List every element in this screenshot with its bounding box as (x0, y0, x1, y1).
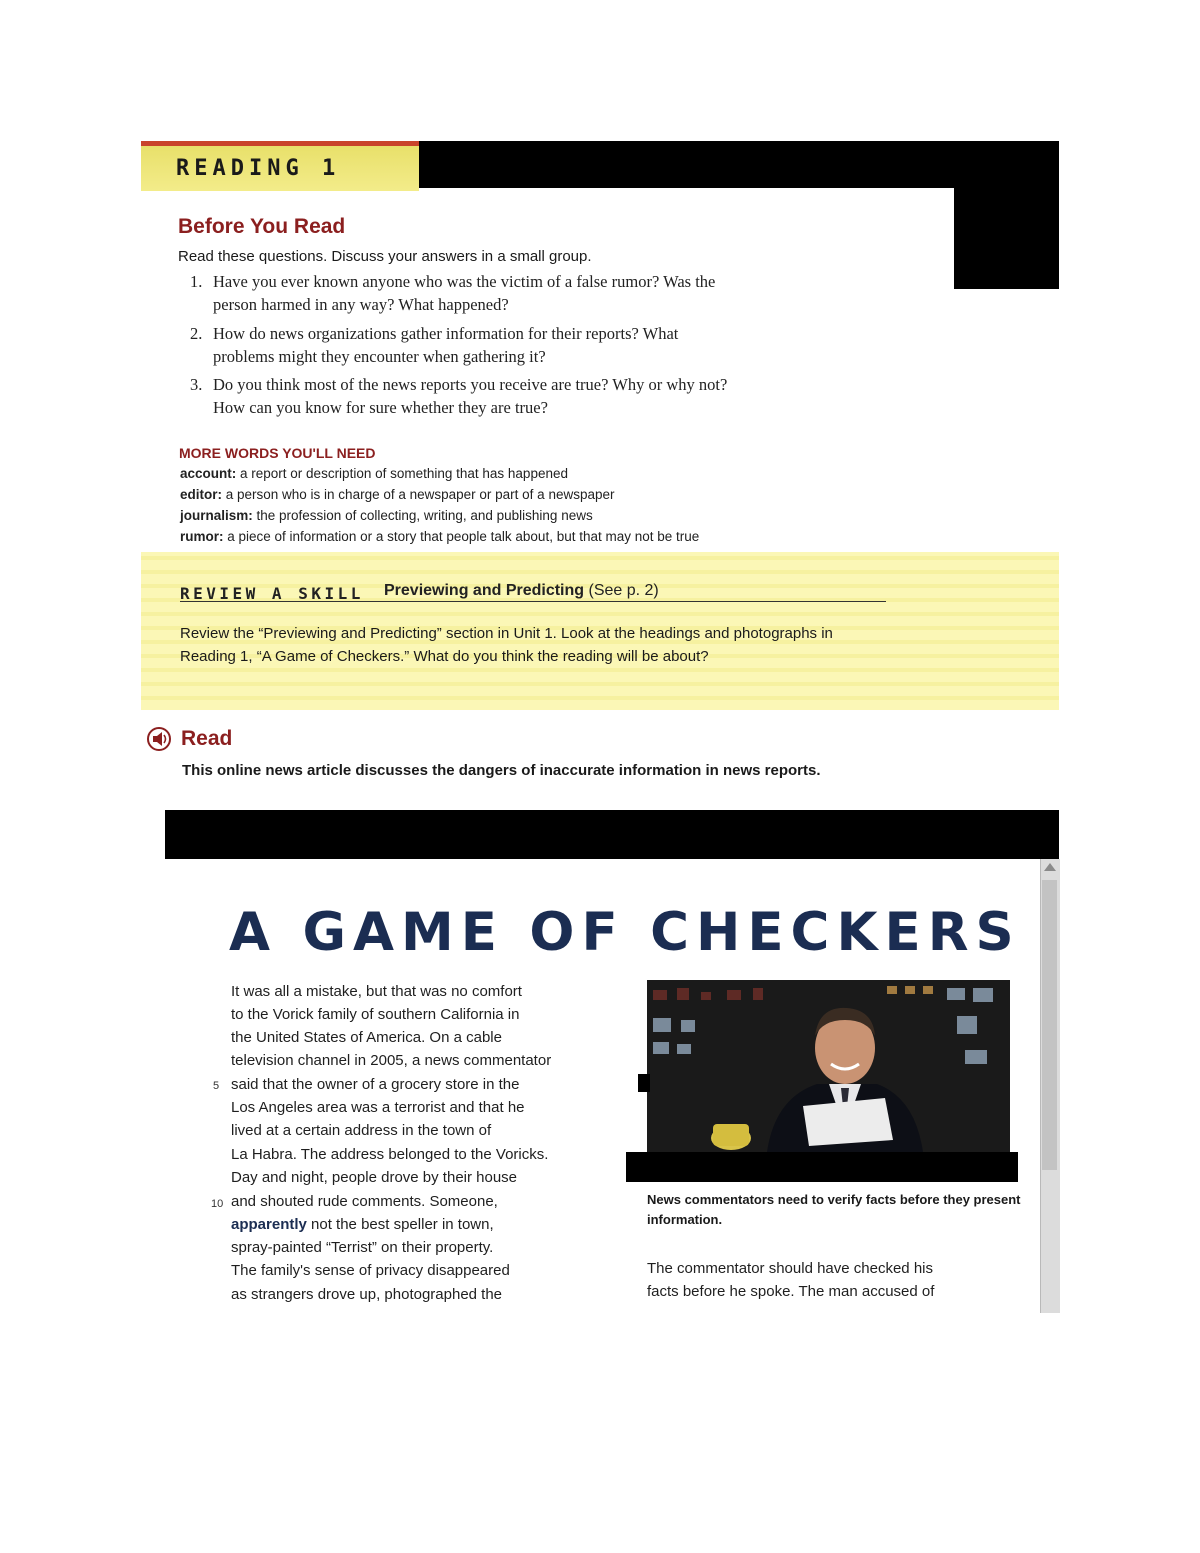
photo-caption: News commentators need to verify facts before they present information. (647, 1192, 1021, 1227)
definition-text: the profession of collecting, writing, and publishing news (252, 508, 593, 523)
article-line: as strangers drove up, photographed the (231, 1286, 503, 1303)
review-skill-title (384, 582, 659, 600)
definition-item (180, 487, 614, 502)
redaction-strip-left (638, 1074, 650, 1092)
news-commentator-photo (647, 980, 1010, 1152)
review-skill-page-ref: (See p. 2) (584, 582, 659, 599)
review-skill-rule (180, 601, 886, 602)
scroll-up-arrow-icon[interactable] (1042, 859, 1058, 880)
line-number: 5 (213, 1080, 220, 1092)
before-you-read-instructions: Read these questions. Discuss your answers in a small group. (178, 248, 592, 265)
article-line: and shouted rude comments. Someone, (231, 1193, 498, 1210)
article-line: La Habra. The address belonged to the Voricks. (231, 1146, 549, 1163)
redaction-bar-article (165, 810, 1059, 859)
article-line: facts before he spoke. The man accused of (647, 1283, 935, 1300)
article-line: spray-painted “Terrist” on their property. (231, 1239, 494, 1256)
article-line: The commentator should have checked his (647, 1260, 933, 1277)
redaction-block-right (954, 141, 1059, 289)
reading-label: READING 1 (176, 156, 341, 181)
article-line: It was all a mistake, but that was no comfort (231, 983, 522, 1000)
definition-item (180, 508, 593, 523)
question-line: Do you think most of the news reports you receive are true? Why or why not? (213, 375, 728, 394)
question-line: person harmed in any way? What happened? (213, 295, 509, 314)
speaker-icon (147, 727, 173, 756)
definition-term: account: (180, 466, 237, 481)
question-number: 2. (190, 324, 203, 343)
question-line: Have you ever known anyone who was the victim of a false rumor? Was the (213, 272, 716, 291)
question-line: How can you know for sure whether they are true? (213, 398, 548, 417)
review-skill-text: Review the “Previewing and Predicting” section in Unit 1. Look at the headings and photographs in Reading 1, “A Game of Checkers.” What do you think the reading will be about? (180, 625, 833, 665)
line-number: 10 (211, 1198, 224, 1210)
definition-term: editor: (180, 487, 222, 502)
definition-text: a report or description of something that has happened (236, 466, 568, 481)
definition-item (180, 466, 568, 481)
question-line: How do news organizations gather information for their reports? What (213, 324, 679, 343)
article-line: lived at a certain address in the town of (231, 1122, 492, 1139)
article-line: Los Angeles area was a terrorist and that he (231, 1099, 525, 1116)
question-line: problems might they encounter when gathering it? (213, 347, 546, 366)
question-number: 3. (190, 375, 203, 394)
before-you-read-heading: Before You Read (178, 215, 346, 238)
definition-item (180, 529, 699, 544)
article-line: The family's sense of privacy disappeared (231, 1262, 510, 1279)
article-line: to the Vorick family of southern California in (231, 1006, 520, 1023)
scrollbar-thumb[interactable] (1042, 880, 1057, 1170)
question-number: 1. (190, 272, 203, 291)
article-line: said that the owner of a grocery store in the (231, 1076, 520, 1093)
definition-term: rumor: (180, 529, 224, 544)
article-line (231, 1216, 494, 1233)
article-line: Day and night, people drove by their house (231, 1169, 518, 1186)
redaction-strip-bottom (626, 1152, 1018, 1182)
read-description: This online news article discusses the dangers of inaccurate information in news reports. (182, 762, 821, 779)
definition-text: a piece of information or a story that people talk about, but that may not be true (223, 529, 700, 544)
definition-term: journalism: (180, 508, 253, 523)
review-skill-title-text: Previewing and Predicting (384, 582, 585, 599)
article-title: A GAME OF CHECKERS (229, 902, 1021, 963)
review-skill-label: REVIEW A SKILL (180, 584, 364, 603)
read-heading: Read (181, 727, 233, 750)
article-line: television channel in 2005, a news commentator (231, 1052, 552, 1069)
more-words-heading: MORE WORDS YOU'LL NEED (179, 445, 376, 461)
definition-text: a person who is in charge of a newspaper or part of a newspaper (222, 487, 615, 502)
article-line: the United States of America. On a cable (231, 1029, 502, 1046)
vocab-word: apparently (231, 1216, 307, 1233)
article-line-text: not the best speller in town, (311, 1216, 494, 1233)
